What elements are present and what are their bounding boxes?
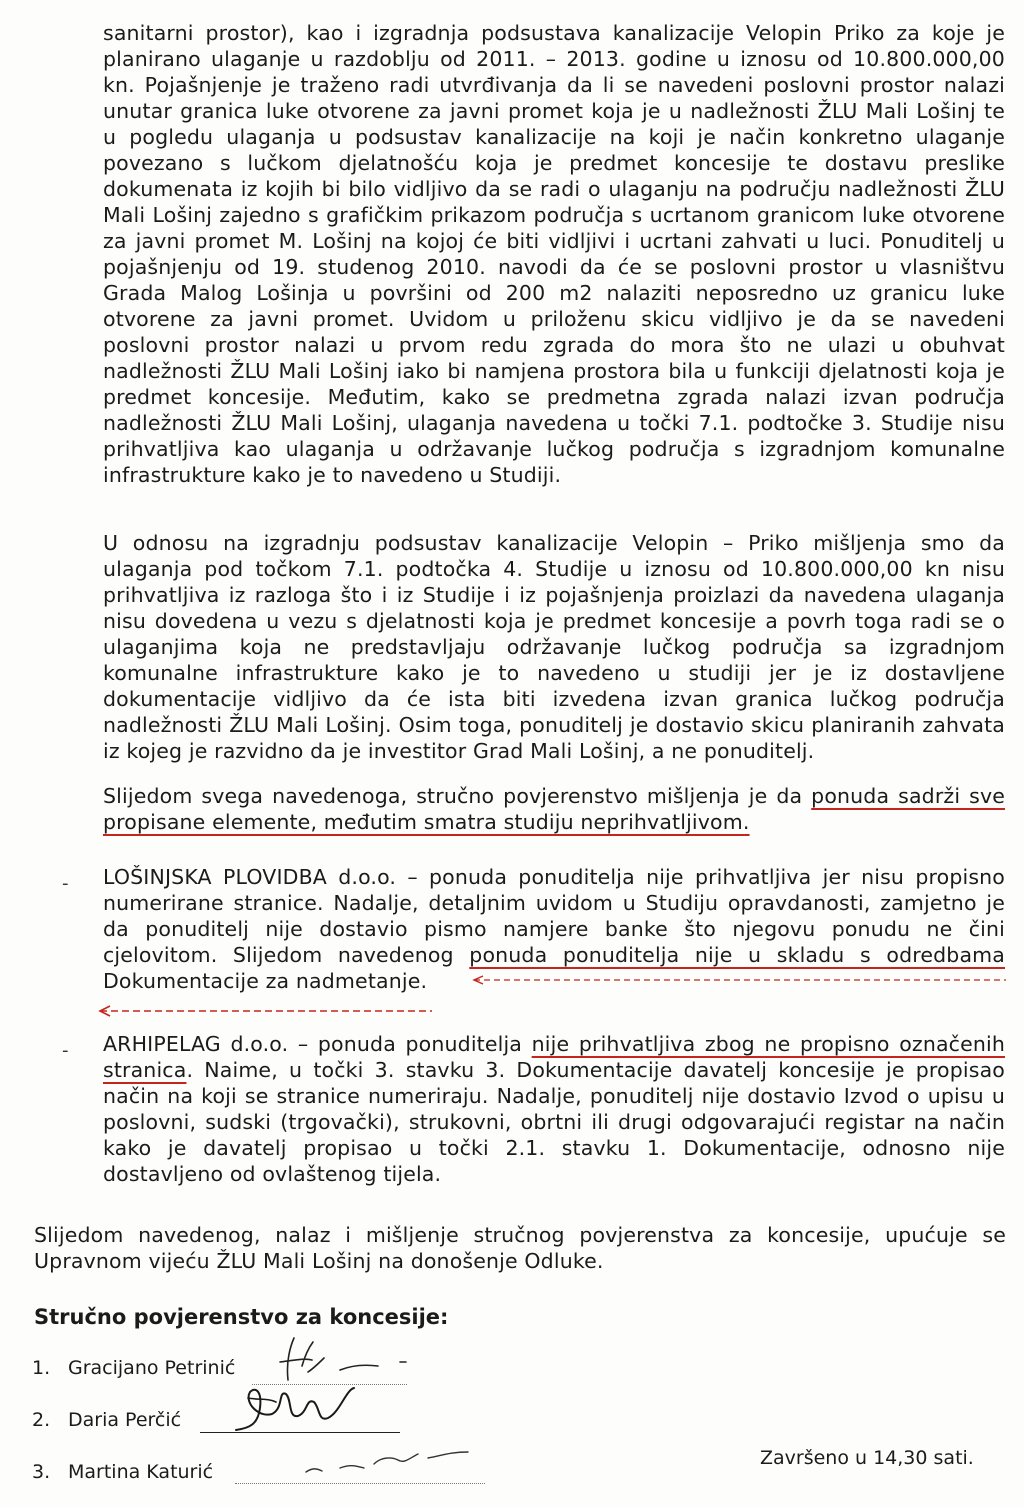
committee-member-3: 3. Martina Katurić	[32, 1461, 214, 1483]
studija-review-line-10: pojašnjenju od 19. studenog 2010. navodi da će se poslovni prostor u vlasništvu	[103, 255, 1005, 279]
studija-review-line-14: nadležnosti ŽLU Mali Lošinj iako bi namjena prostora bila u funkciji djelatnosti koja je	[103, 359, 1005, 383]
studija-review-line-16: nadležnosti ŽLU Mali Lošinj, ulaganja navedena u točki 7.1. podtočke 3. Studije nisu	[103, 411, 1005, 435]
kanalizacija-line-1: U odnosu na izgradnju podsustav kanalizacije Velopin – Priko mišljenja smo da	[103, 531, 1005, 555]
bidder2-line-2: poslovni, sudski (trgovački), strukovni, obrtni ili drugi odgovarajući registar na način	[103, 1110, 1005, 1134]
studija-review-line-15: predmet koncesije. Međutim, kako se predmetna zgrada nalazi izvan područja	[103, 385, 1005, 409]
bidder1-line-4: cjelovitom. Slijedom navedenog ponuda ponuditelja nije u skladu s odredbama	[103, 943, 1005, 967]
studija-review-line-5: u pogledu ulaganja u podsustav kanalizacije na koji je način konkretno ulaganje	[103, 125, 1005, 149]
studija-review-line-11: Grada Malog Lošinja u površini od 200 m2 nalaziti neposredno uz granicu luke	[103, 281, 1005, 305]
studija-review-line-13: poslovni prostor nalazi u prvom redu zgrada do mora što ne ulazi u obuhvat	[103, 333, 1005, 357]
signature-line	[235, 1483, 485, 1484]
list-bullet: -	[62, 1040, 69, 1061]
studija-review-line-8: Mali Lošinj zajedno s grafičkim prikazom područja s ucrtanom granicom luke otvorene	[103, 203, 1005, 227]
red-underlined-text: ponuda sadrži sve	[811, 784, 1005, 808]
kanalizacija-line-2: ulaganja pod točkom 7.1. podtočka 4. Studije u iznosu od 10.800.000,00 kn nisu	[103, 557, 1005, 581]
red-arrow-annotation	[96, 1004, 436, 1018]
studija-review-line-9: za javni promet M. Lošinj na kojoj će biti vidljivi i ucrtani zahvati u luci. Ponuditelj u	[103, 229, 1005, 253]
conclusion-line-2: Upravnom vijeću ŽLU Mali Lošinj na donošenje Odluke.	[34, 1249, 604, 1273]
signature-percic	[228, 1378, 408, 1440]
studija-review-line-4: unutar granica luke otvorene za javni promet koja je u nadležnosti ŽLU Mali Lošinj te	[103, 99, 1005, 123]
bidder2-line-4: dostavljeno od ovlaštenog tijela.	[103, 1162, 442, 1186]
kanalizacija-line-5: ulaganjima koja ne predstavljaju održavanje lučkog područja sa izgradnjom	[103, 635, 1005, 659]
red-underlined-text: ponuda ponuditelja nije u skladu s odredbama	[469, 943, 1005, 967]
bidder2-line-1: način na koji se stranice numeriraju. Nadalje, ponuditelj nije dostavio Izvod o upisu u	[103, 1084, 1005, 1108]
paragraph-conclusion	[34, 1222, 1006, 1274]
kanalizacija-line-4: nisu dovedena u vezu s djelatnosti koja je predmet koncesije a povrh toga radi se o	[103, 609, 1005, 633]
studija-review-line-12: otvorene za javni promet. Uvidom u priloženu skicu vidljivo je da se navedeni	[103, 307, 1005, 331]
bidder1-line-1: LOŠINJSKA PLOVIDBA d.o.o. – ponuda ponuditelja nije prihvatljiva jer nisu propisno	[103, 865, 1005, 889]
kanalizacija-line-9: iz kojeg je razvidno da je investitor Grad Mali Lošinj, a ne ponuditelj.	[103, 739, 815, 763]
committee-member-1: 1. Gracijano Petrinić	[32, 1357, 236, 1379]
opinion-line-1: Slijedom svega navedenoga, stručno povjerenstvo mišljenja je da ponuda sadrži sve	[103, 784, 1005, 808]
kanalizacija-line-3: prihvatljiva iz razloga što i iz Studije i iz pojašnjenja proizlazi da navedena ulaganja	[103, 583, 1005, 607]
studija-review-line-2: planirano ulaganje u razdoblju od 2011. – 2013. godine u iznosu od 10.800.000,00	[103, 47, 1005, 71]
finished-time: Završeno u 14,30 sati.	[760, 1447, 974, 1469]
red-underlined-text: nije prihvatljiva zbog ne propisno označenih	[531, 1032, 1005, 1056]
paragraph-kanalizacija	[103, 530, 1005, 764]
kanalizacija-line-6: komunalne infrastrukture kako je to navedeno u studiji jer je iz dostavljene	[103, 661, 1005, 685]
list-bullet: -	[62, 873, 69, 894]
opinion-line-2	[103, 809, 1005, 835]
bidder1-line-3: da ponuditelj nije dostavio pismo namjere banke što njegovu ponudu ne čini	[103, 917, 1005, 941]
red-underlined-text: propisane elemente, međutim smatra studiju neprihvatljivom.	[103, 810, 750, 834]
committee-member-2: 2. Daria Perčić	[32, 1409, 182, 1431]
bidder-arhipelag	[103, 1031, 1005, 1187]
kanalizacija-line-7: dokumentacije vidljivo da će ista biti izvedena izvan granica lučkog područja	[103, 687, 1005, 711]
studija-review-line-7: dokumenata iz kojih bi bilo vidljivo da se radi o ulaganju na području nadležnosti ŽLU	[103, 177, 1005, 201]
kanalizacija-line-8: nadležnosti ŽLU Mali Lošinj. Osim toga, ponuditelj je dostavio skicu planiranih zahvata	[103, 713, 1005, 737]
bidder1-line-5: Dokumentacije za nadmetanje.	[103, 969, 428, 993]
paragraph-committee-opinion	[103, 783, 1005, 835]
bidder2-line-2: stranica. Naime, u točki 3. stavku 3. Dokumentacije davatelj koncesije je propisao	[103, 1058, 1005, 1082]
conclusion-line-1: Slijedom navedenog, nalaz i mišljenje stručnog povjerenstva za koncesije, upućuje se	[34, 1223, 1006, 1247]
bidder1-line-2: numerirane stranice. Nadalje, detaljnim uvidom u Studiju opravdanosti, zamjetno je	[103, 891, 1005, 915]
committee-heading: Stručno povjerenstvo za koncesije:	[34, 1305, 449, 1329]
studija-review-line-17: prihvatljiva kao ulaganja u održavanje lučkog područja s izgradnjom komunalne	[103, 437, 1005, 461]
studija-review-line-6: povezano s lučkom djelatnošću koja je predmet koncesije te dostavu preslike	[103, 151, 1005, 175]
bidder2-line-1: ARHIPELAG d.o.o. – ponuda ponuditelja nije prihvatljiva zbog ne propisno označenih	[103, 1032, 1005, 1056]
signature-katuric	[300, 1438, 490, 1483]
red-arrow-annotation	[470, 974, 1010, 986]
bidder2-line-3: kako je davatelj propisao u točki 2.1. stavku 1. Dokumentacije, odnosno nije	[103, 1136, 1005, 1160]
studija-review-line-18: infrastrukture kako je to navedeno u Studiji.	[103, 463, 562, 487]
studija-review-line-1: sanitarni prostor), kao i izgradnja podsustava kanalizacije Velopin Priko za koje je	[103, 21, 1005, 45]
studija-review-line-3: kn. Pojašnjenje je traženo radi utvrđivanja da li se navedeni poslovni prostor nalazi	[103, 73, 1005, 97]
paragraph-studija-review	[103, 20, 1005, 488]
red-underlined-text: stranica	[103, 1058, 187, 1082]
